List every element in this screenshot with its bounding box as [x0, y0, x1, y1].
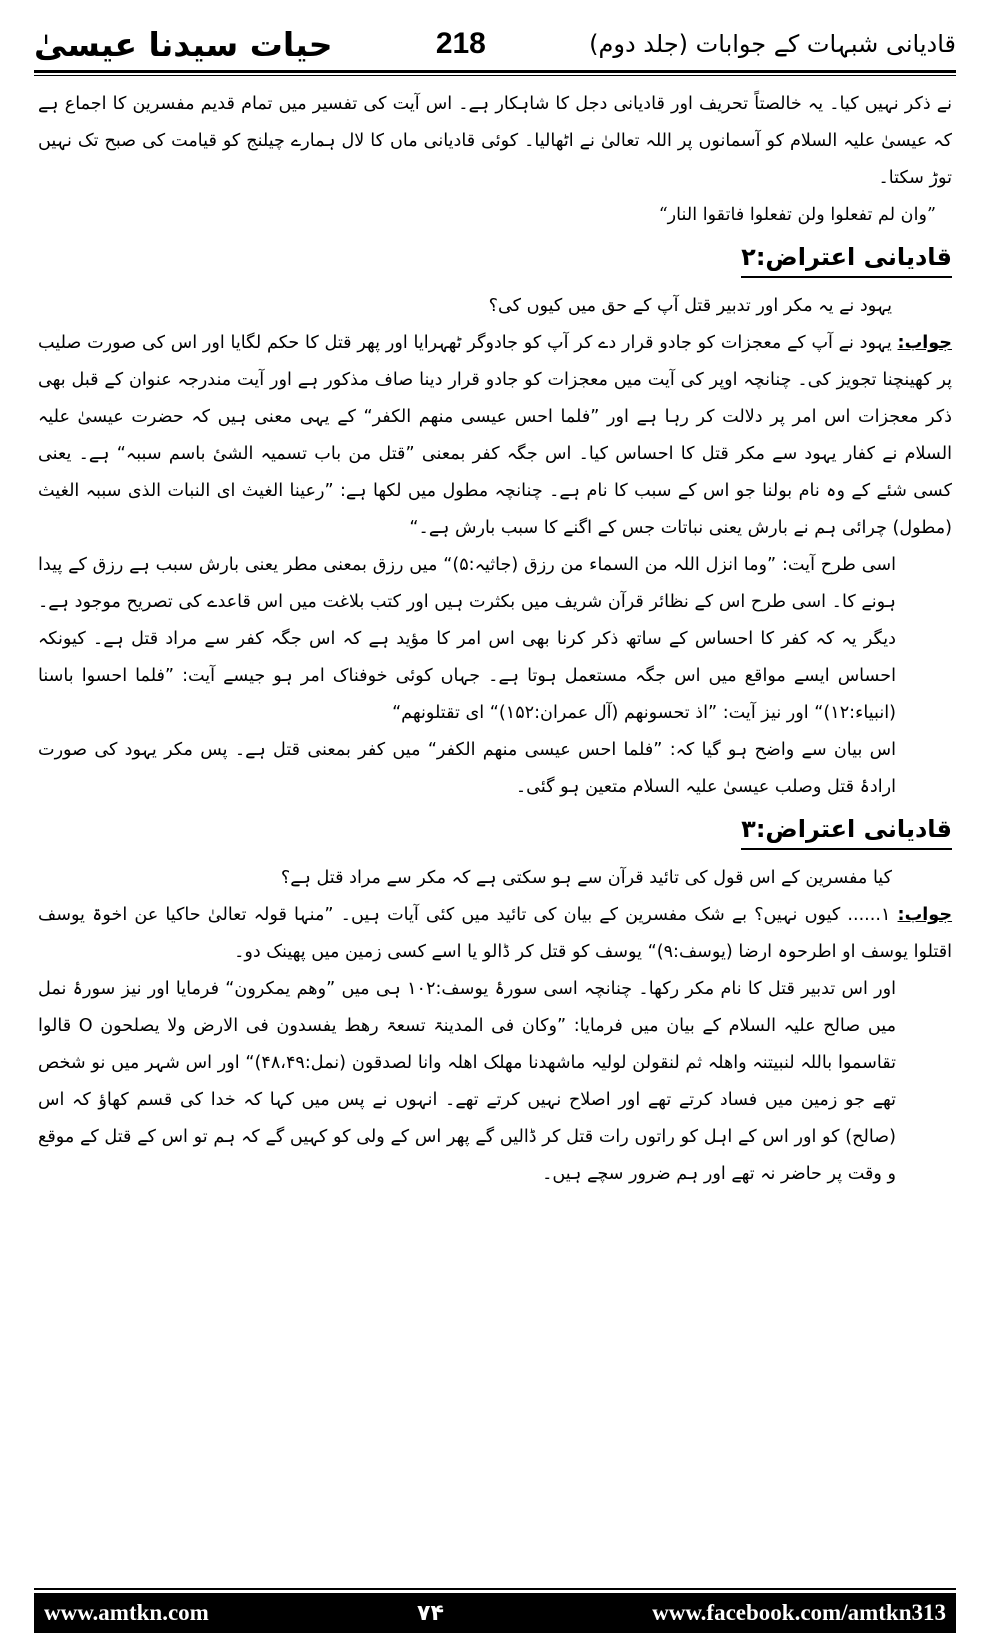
- section-heading-3: قادیانی اعتراض:۳: [741, 812, 952, 850]
- website-link[interactable]: www.amtkn.com: [44, 1600, 209, 1625]
- section-heading-3-wrap: [38, 806, 952, 860]
- answer-label: جواب:: [897, 333, 952, 353]
- header-rule-thin: [34, 75, 956, 76]
- section-heading-2-wrap: [38, 234, 952, 288]
- header-rule: [34, 70, 956, 73]
- page-header: [34, 20, 956, 68]
- paragraph-intro: نے ذکر نہیں کیا۔ یہ خالصتاً تحریف اور قادیانی دجل کا شاہکار ہے۔ اس آیت کی تفسیر میں تمام قدیم مفسرین کا اجماع ہے کہ عیسیٰ علیہ السلام کو آسمانوں پر اللہ تعالیٰ نے اٹھالیا۔ کوئی قادیانی ماں کا لال ہمارے چیلنج کو قیامت کی صبح تک نہیں توڑ سکتا۔: [38, 94, 952, 188]
- quran-quote: ”وان لم تفعلوا ولن تفعلوا فاتقوا النار“: [658, 205, 936, 225]
- footer-page-number: ۷۴: [417, 1600, 444, 1626]
- page-footer: [34, 1593, 956, 1633]
- answer-3-para-2: اور اس تدبیر قتل کا نام مکر رکھا۔ چنانچہ اسی سورۂ یوسف:۱۰۲ ہی میں ”وھم یمکرون“ فرمایا اور نیز سورۂ نمل میں صالح علیہ السلام کے بیان میں فرمایا: ”وکان فی المدینۃ تسعۃ رھط یفسدون فی الارض ولا یصلحون O قالوا تقاسموا باللہ لنبیتنہ واھلہ ثم لنقولن لولیہ ماشھدنا مھلک اھلہ وانا لصدقون (نمل:۴۸،۴۹)“ اور اس شہر میں نو شخص تھے جو زمین میں فساد کرتے تھے اور اصلاح نہیں کرتے تھے۔ انہوں نے پس میں کہا کہ خدا کی قسم کھاؤ کہ اس (صالح) کو اور اس کے اہل کو راتوں رات قتل کر ڈالیں گے پھر اس کے ولی کو کہیں گے کہ ہم تو اس کے قتل کے موقع و وقت پر حاضر نہ تھے اور ہم ضرور سچے ہیں۔: [38, 979, 896, 1184]
- footer-rule: [34, 1588, 956, 1590]
- page-number: 218: [435, 27, 486, 60]
- answer-label: جواب:: [897, 905, 953, 925]
- page-body: [38, 86, 952, 1193]
- question-3: کیا مفسرین کے اس قول کی تائید قرآن سے ہو سکتی ہے کہ مکر سے مراد قتل ہے؟: [280, 868, 892, 888]
- answer-2-para-1: [38, 325, 952, 547]
- answer-2-text: یہود نے آپ کے معجزات کو جادو قرار دے کر آپ کو جادوگر ٹھہرایا اور پھر قتل کا حکم لگایا اور اس کی صورت صلیب پر کھینچنا تجویز کی۔ چنانچہ اوپر کی آیت میں معجزات کو جادو قرار دینا صاف مذکور ہے اور آیت مندرجہ عنوان کے قبل بھی ذکر معجزات اس امر پر دلالت کر رہا ہے اور ”فلما احس عیسی منھم الکفر“ کے یہی معنی ہیں کہ حضرت عیسیٰ علیہ السلام نے کفار یہود سے مکر قتل کا احساس کیا۔ اس جگہ کفر بمعنی ”قتل من باب تسمیہ الشیٔ باسم سببہ“ ہے۔ یعنی کسی شئے کے وہ نام بولنا جو اس کے سبب کا نام ہے۔ چنانچہ مطول میں لکھا ہے: ”رعینا الغیث ای النبات الذی سببہ الغیث (مطول) چرائی ہم نے بارش یعنی نباتات جس کے اگنے کا سبب بارش ہے۔“: [38, 333, 952, 538]
- question-2: یہود نے یہ مکر اور تدبیر قتل آپ کے حق میں کیوں کی؟: [488, 296, 892, 316]
- answer-2-para-3: اس بیان سے واضح ہو گیا کہ: ”فلما احس عیسی منھم الکفر“ میں کفر بمعنی قتل ہے۔ پس مکر یہود کی صورت ارادۂ قتل وصلب عیسیٰ علیہ السلام متعین ہو گئی۔: [38, 740, 896, 797]
- facebook-link[interactable]: www.facebook.com/amtkn313: [652, 1600, 946, 1625]
- section-heading-2: قادیانی اعتراض:۲: [741, 240, 952, 278]
- answer-2-para-2: اسی طرح آیت: ”وما انزل اللہ من السماء من رزق (جاثیہ:۵)“ میں رزق بمعنی مطر یعنی بارش سبب ہے رزق کے پیدا ہونے کا۔ اسی طرح اس کے نظائر قرآن شریف میں بکثرت ہیں اور کتب بلاغت میں اس قاعدے کی تصریح موجود ہے۔ دیگر یہ کہ کفر کا احساس کے ساتھ ذکر کرنا بھی اس امر کا مؤید ہے کہ اس جگہ کفر سے مراد قتل ہے۔ کیونکہ احساس ایسے مواقع میں اس جگہ مستعمل ہوتا ہے۔ جہاں کوئی خوفناک امر ہو جیسے آیت: ”فلما احسوا باسنا (انبیاء:۱۲)“ اور نیز آیت: ”اذ تحسونھم (آل عمران:۱۵۲)“ ای تقتلونھم“: [38, 555, 896, 723]
- book-subtitle: قادیانی شبہات کے جوابات (جلد دوم): [589, 30, 956, 58]
- book-title: حیات سیدنا عیسیٰ: [34, 24, 333, 64]
- answer-3-para-1: [38, 897, 952, 971]
- answer-3-text: ۱...... کیوں نہیں؟ بے شک مفسرین کے بیان کی تائید میں کئی آیات ہیں۔ ”منہا قولہ تعالیٰ حاکیا عن اخوۃ یوسف اقتلوا یوسف او اطرحوہ ارضا (یوسف:۹)“ یوسف کو قتل کر ڈالو یا اسے کسی زمین میں پھینک دو۔: [38, 905, 952, 962]
